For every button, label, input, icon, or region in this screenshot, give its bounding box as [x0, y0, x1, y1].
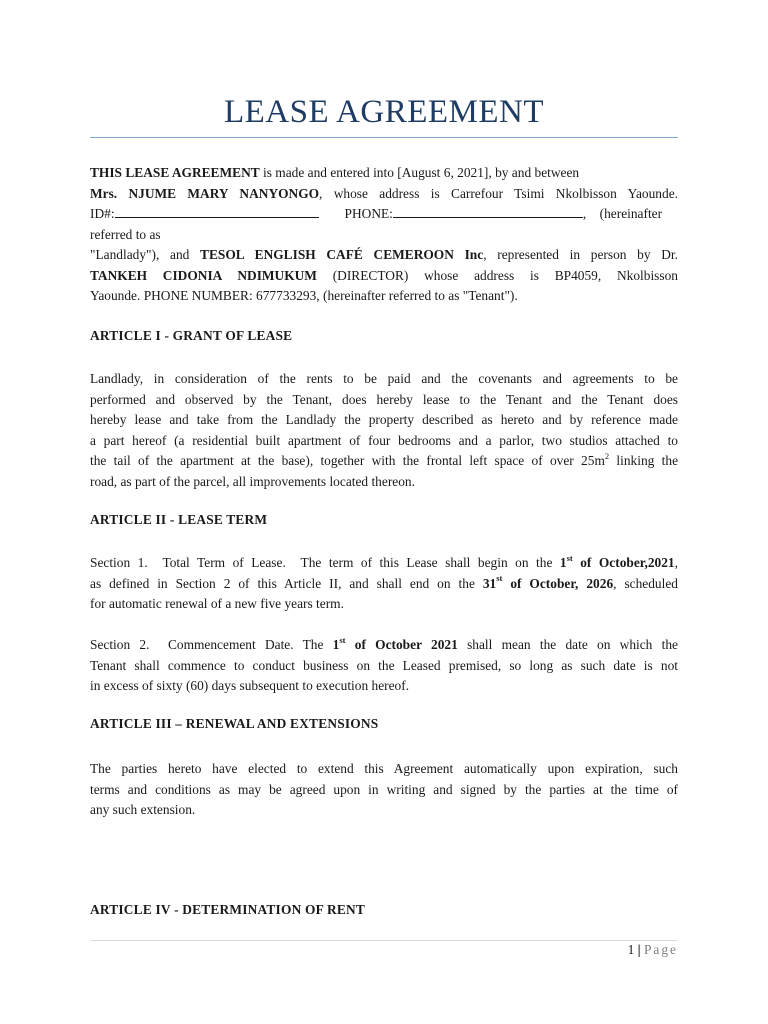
article-3-line: terms and conditions as may be agreed upon in writing and signed by the parties at the time of	[90, 781, 678, 797]
section-2-line: in excess of sixty (60) days subsequent to execution hereof.	[90, 678, 410, 693]
section-text: shall mean the date on which the	[457, 637, 678, 652]
date-day: 1	[332, 637, 340, 652]
article-1-line: Landlady, in consideration of the rents to be paid and the covenants and agreements to be	[90, 371, 678, 386]
intro-line-1	[90, 163, 678, 184]
section-text: as defined in Section 2 of this Article II, and shall end on the	[90, 575, 483, 591]
intro-text-5a: "Landlady"), and	[90, 247, 201, 262]
article-1-line: a part hereof (a residential built apartment of four bedrooms and a parlor, two studios attached to	[90, 432, 678, 448]
date-rest: of October, 2026	[502, 575, 614, 591]
article-3-line: The parties hereto have elected to extend this Agreement automatically upon expiration, such	[90, 761, 678, 776]
article-1-heading: ARTICLE I - GRANT OF LEASE	[90, 328, 293, 343]
date-day: 1	[559, 555, 567, 570]
article-2-heading: ARTICLE II - LEASE TERM	[90, 512, 268, 527]
date-rest: of October,2021	[572, 555, 675, 570]
article-3-line: any such extension.	[90, 802, 196, 817]
section-text: Section 2. Commencement Date. The	[90, 637, 333, 652]
section-1-line	[90, 553, 678, 574]
section-text: Section 1. Total Term of Lease. The term of this Lease shall begin on the	[90, 555, 560, 570]
article-3-body	[90, 759, 678, 821]
tenant-address: (DIRECTOR) whose address is BP4059, Nkolbisson	[316, 267, 678, 283]
intro-line-7: Yaounde. PHONE NUMBER: 677733293, (hereinafter referred to as "Tenant").	[90, 288, 518, 303]
section-2-line: Tenant shall commence to conduct business on the Leased premised, so long as such date is not	[90, 657, 678, 673]
section-1-line: for automatic renewal of a new five years term.	[90, 596, 344, 611]
intro-line-6	[90, 266, 678, 287]
article-1-line: road, as part of the parcel, all improvements located thereon.	[90, 473, 415, 489]
section-text: , scheduled	[613, 575, 678, 591]
hereinafter-text: , (hereinafter	[582, 206, 663, 221]
intro-bold-1: THIS LEASE AGREEMENT	[90, 165, 260, 180]
phone-label: PHONE:	[344, 206, 393, 221]
superscript: st	[566, 552, 573, 563]
article-1-line: performed and observed by the Tenant, does hereby lease to the Tenant and the Tenant does	[90, 391, 678, 407]
superscript: st	[496, 573, 503, 584]
document-title: LEASE AGREEMENT	[223, 94, 545, 130]
start-date	[559, 552, 675, 570]
commencement-date	[332, 634, 458, 652]
intro-line-3	[90, 204, 678, 225]
article-1-line: hereby lease and take from the Landlady the property described as hereto and by reference made	[90, 412, 678, 427]
article-1-line	[90, 451, 678, 472]
end-date	[482, 573, 614, 591]
page-number: 1	[627, 942, 635, 957]
tenant-representative-name: TANKEH CIDONIA NDIMUKUM	[90, 267, 317, 283]
article-2-section-2	[90, 635, 678, 697]
intro-text-1: is made and entered into [August 6, 2021], by and between	[259, 165, 580, 180]
section-1-line	[90, 574, 678, 595]
intro-line-2	[90, 184, 678, 205]
landlady-name: Mrs. NJUME MARY NANYONGO	[90, 185, 320, 201]
section-2-line	[90, 635, 678, 656]
date-rest: of October 2021	[345, 637, 458, 652]
landlady-address: , whose address is Carrefour Tsimi Nkolbisson Yaounde.	[319, 185, 678, 201]
section-text: ,	[674, 555, 678, 570]
tenant-company-name: TESOL ENGLISH CAFÉ CEMEROON Inc	[200, 247, 484, 262]
article-3-heading: ARTICLE III – RENEWAL AND EXTENSIONS	[90, 716, 379, 731]
article-1-body	[90, 369, 678, 492]
date-day: 31	[482, 575, 497, 591]
superscript: st	[339, 634, 346, 645]
footer-separator: |	[634, 942, 644, 957]
intro-line-5	[90, 245, 678, 266]
article-1-text: linking the	[609, 453, 679, 468]
intro-text-5c: , represented in person by Dr.	[483, 247, 678, 262]
page-word: Page	[643, 942, 678, 957]
id-label: ID#:	[90, 206, 115, 221]
intro-paragraph	[90, 163, 678, 307]
article-2-section-1	[90, 553, 678, 615]
superscript: 2	[604, 450, 610, 461]
intro-line-4: referred to as	[90, 226, 161, 242]
phone-blank-field	[393, 205, 583, 218]
article-4-heading: ARTICLE IV - DETERMINATION OF RENT	[90, 902, 366, 917]
footer-divider	[90, 940, 678, 941]
article-1-text: the tail of the apartment at the base), together with the frontal left space of over 25m	[90, 453, 605, 468]
page-footer	[628, 942, 678, 958]
id-blank-field	[115, 205, 319, 218]
title-divider	[90, 137, 678, 138]
